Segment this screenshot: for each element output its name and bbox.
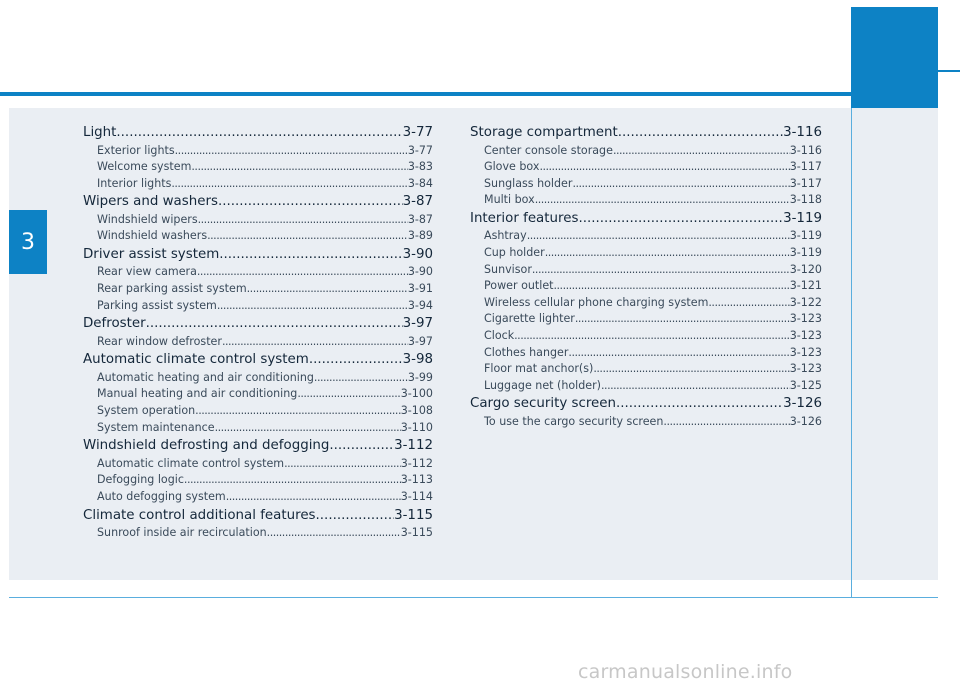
subsection-title: Interior lights [97, 176, 172, 190]
subsection-title: Cigarette lighter [484, 312, 575, 326]
subsection-page-number: 3-114 [400, 489, 433, 503]
subsection-page-number: 3-90 [407, 265, 433, 279]
subsection-page-number: 3-116 [789, 143, 822, 157]
toc-subsection-entry[interactable] [83, 298, 433, 315]
chapter-tab [9, 210, 47, 274]
toc-subsection-entry[interactable] [470, 176, 822, 193]
toc-subsection-entry[interactable] [83, 489, 433, 506]
dot-leader [616, 394, 783, 414]
subsection-title: System operation [97, 404, 196, 418]
subsection-title: Sunglass holder [484, 176, 573, 190]
toc-subsection-entry[interactable] [83, 281, 433, 298]
subsection-page-number: 3-112 [400, 456, 433, 470]
dot-leader [527, 228, 790, 245]
footer-rule [9, 597, 938, 598]
dot-leader [545, 245, 790, 262]
toc-subsection-entry[interactable] [83, 334, 433, 351]
dot-leader [171, 176, 407, 193]
toc-subsection-entry[interactable] [470, 159, 822, 176]
section-page-number: 3-112 [394, 438, 433, 454]
subsection-title: Cup holder [484, 245, 545, 259]
subsection-title: Parking assist system [97, 298, 217, 312]
margin-rule [851, 108, 852, 598]
dot-leader [329, 436, 394, 456]
subsection-title: Ashtray [484, 229, 527, 243]
dot-leader [601, 378, 790, 395]
subsection-page-number: 3-125 [789, 378, 822, 392]
subsection-title: Welcome system [97, 160, 192, 174]
subsection-title: Defogging logic [97, 473, 184, 487]
chapter-number: 3 [21, 229, 35, 255]
dot-leader [708, 295, 789, 312]
dot-leader [514, 328, 790, 345]
dot-leader [309, 350, 403, 370]
toc-subsection-entry[interactable] [470, 262, 822, 279]
dot-leader [267, 525, 401, 542]
toc-left-column [83, 123, 433, 542]
dot-leader [247, 281, 408, 298]
dot-leader [215, 420, 401, 437]
dot-leader [175, 143, 408, 160]
subsection-title: Auto defogging system [97, 489, 226, 503]
toc-subsection-entry[interactable] [470, 414, 822, 431]
toc-subsection-entry[interactable] [83, 370, 433, 387]
section-page-number: 3-126 [783, 396, 822, 412]
dot-leader [593, 361, 789, 378]
toc-subsection-entry[interactable] [83, 525, 433, 542]
section-page-number: 3-87 [402, 194, 433, 210]
subsection-page-number: 3-97 [407, 334, 433, 348]
subsection-page-number: 3-123 [789, 312, 822, 326]
toc-section-entry[interactable] [83, 436, 433, 456]
subsection-title: Luggage net (holder) [484, 378, 602, 392]
subsection-title: Rear view camera [97, 265, 197, 279]
toc-subsection-entry[interactable] [470, 311, 822, 328]
toc-subsection-entry[interactable] [83, 472, 433, 489]
section-title: Storage compartment [470, 125, 618, 140]
section-page-number: 3-119 [783, 210, 822, 226]
dot-leader [663, 414, 789, 431]
subsection-title: Automatic heating and air conditioning [97, 370, 314, 384]
toc-subsection-entry[interactable] [83, 403, 433, 420]
dot-leader [314, 370, 408, 387]
toc-subsection-entry[interactable] [83, 456, 433, 473]
header-rule-right [938, 70, 960, 72]
section-title: Driver assist system [83, 246, 220, 262]
toc-subsection-entry[interactable] [470, 245, 822, 262]
subsection-page-number: 3-117 [789, 160, 822, 174]
section-title: Climate control additional features [83, 507, 316, 523]
toc-subsection-entry[interactable] [470, 192, 822, 209]
toc-subsection-entry[interactable] [83, 143, 433, 160]
subsection-title: Sunvisor [484, 262, 532, 276]
subsection-page-number: 3-119 [789, 229, 822, 243]
subsection-page-number: 3-119 [789, 245, 822, 259]
subsection-page-number: 3-94 [407, 298, 433, 312]
subsection-page-number: 3-126 [789, 414, 822, 428]
subsection-title: Clock [484, 328, 515, 342]
toc-subsection-entry[interactable] [83, 420, 433, 437]
dot-leader [297, 386, 400, 403]
dot-leader [572, 176, 789, 193]
toc-right-column [470, 123, 822, 430]
toc-section-entry[interactable] [83, 245, 433, 265]
toc-subsection-entry[interactable] [83, 176, 433, 193]
subsection-title: Manual heating and air conditioning [97, 387, 298, 401]
subsection-page-number: 3-87 [407, 212, 433, 226]
toc-subsection-entry[interactable] [470, 345, 822, 362]
dot-leader [218, 192, 403, 212]
subsection-page-number: 3-121 [789, 279, 822, 293]
subsection-page-number: 3-120 [789, 262, 822, 276]
toc-section-entry[interactable] [83, 123, 433, 143]
subsection-page-number: 3-115 [400, 526, 433, 539]
toc-subsection-entry[interactable] [470, 278, 822, 295]
toc-subsection-entry[interactable] [470, 143, 822, 160]
toc-subsection-entry[interactable] [83, 228, 433, 245]
subsection-title: Automatic climate control system [97, 456, 285, 470]
subsection-page-number: 3-123 [789, 362, 822, 376]
subsection-title: Glove box [484, 160, 540, 174]
subsection-title: Multi box [484, 193, 535, 207]
subsection-page-number: 3-91 [407, 282, 433, 296]
dot-leader [539, 159, 789, 176]
toc-subsection-entry[interactable] [470, 328, 822, 345]
subsection-page-number: 3-89 [407, 229, 433, 243]
dot-leader [568, 345, 789, 362]
dot-leader [116, 123, 402, 143]
subsection-page-number: 3-122 [789, 295, 822, 309]
header-rule [0, 92, 851, 96]
dot-leader [535, 192, 790, 209]
toc-subsection-entry[interactable] [470, 378, 822, 395]
toc-subsection-entry[interactable] [470, 295, 822, 312]
dot-leader [146, 314, 403, 334]
subsection-page-number: 3-123 [789, 328, 822, 342]
dot-leader [195, 403, 401, 420]
toc-section-entry[interactable] [83, 314, 433, 334]
dot-leader [197, 264, 408, 281]
subsection-title: Power outlet [484, 279, 554, 293]
section-title: Interior features [470, 210, 579, 226]
section-page-number: 3-98 [402, 352, 433, 368]
toc-subsection-entry[interactable] [83, 212, 433, 229]
header-corner-block [851, 7, 938, 108]
toc-subsection-entry[interactable] [83, 264, 433, 281]
subsection-title: Windshield wipers [97, 212, 198, 226]
subsection-title: Sunroof inside air recirculation [97, 526, 267, 539]
dot-leader [554, 278, 790, 295]
subsection-page-number: 3-118 [789, 193, 822, 207]
dot-leader [222, 334, 408, 351]
toc-section-entry[interactable] [470, 209, 822, 229]
toc-section-entry[interactable] [470, 123, 822, 143]
subsection-title: Rear parking assist system [97, 282, 247, 296]
subsection-title: To use the cargo security screen [484, 414, 664, 428]
subsection-title: Windshield washers [97, 229, 208, 243]
subsection-page-number: 3-77 [407, 143, 433, 157]
section-title: Defroster [83, 316, 146, 332]
toc-subsection-entry[interactable] [470, 361, 822, 378]
subsection-title: Floor mat anchor(s) [484, 362, 594, 376]
subsection-page-number: 3-83 [407, 160, 433, 174]
dot-leader [191, 159, 407, 176]
dot-leader [207, 228, 408, 245]
section-title: Light [83, 125, 117, 140]
subsection-page-number: 3-113 [400, 473, 433, 487]
section-page-number: 3-90 [402, 246, 433, 262]
dot-leader [532, 262, 790, 279]
subsection-page-number: 3-110 [400, 420, 433, 434]
section-page-number: 3-97 [402, 316, 433, 332]
toc-subsection-entry[interactable] [470, 228, 822, 245]
section-title: Windshield defrosting and defogging [83, 438, 330, 454]
dot-leader [316, 506, 395, 526]
section-page-number: 3-115 [394, 507, 433, 523]
subsection-page-number: 3-123 [789, 345, 822, 359]
subsection-page-number: 3-84 [407, 176, 433, 190]
subsection-title: Exterior lights [97, 143, 175, 157]
dot-leader [219, 245, 402, 265]
section-title: Wipers and washers [83, 194, 218, 210]
dot-leader [618, 123, 783, 143]
toc-section-entry[interactable] [83, 506, 433, 526]
toc-section-entry[interactable] [83, 192, 433, 212]
dot-leader [226, 489, 401, 506]
subsection-title: Center console storage [484, 143, 613, 157]
subsection-title: Rear window defroster [97, 334, 222, 348]
section-page-number: 3-116 [783, 125, 822, 140]
subsection-page-number: 3-108 [400, 404, 433, 418]
subsection-title: Wireless cellular phone charging system [484, 295, 709, 309]
dot-leader [575, 311, 790, 328]
subsection-page-number: 3-100 [400, 387, 433, 401]
section-title: Cargo security screen [470, 396, 617, 412]
toc-section-entry[interactable] [470, 394, 822, 414]
subsection-title: Clothes hanger [484, 345, 569, 359]
subsection-title: System maintenance [97, 420, 215, 434]
subsection-page-number: 3-117 [789, 176, 822, 190]
dot-leader [217, 298, 408, 315]
toc-subsection-entry[interactable] [83, 386, 433, 403]
dot-leader [613, 143, 790, 160]
section-title: Automatic climate control system [83, 352, 309, 368]
dot-leader [184, 472, 401, 489]
dot-leader [198, 212, 408, 229]
dot-leader [284, 456, 401, 473]
watermark: carmanualsonline.info [578, 661, 793, 683]
subsection-page-number: 3-99 [407, 370, 433, 384]
dot-leader [578, 209, 783, 229]
toc-subsection-entry[interactable] [83, 159, 433, 176]
toc-section-entry[interactable] [83, 350, 433, 370]
section-page-number: 3-77 [402, 125, 433, 140]
